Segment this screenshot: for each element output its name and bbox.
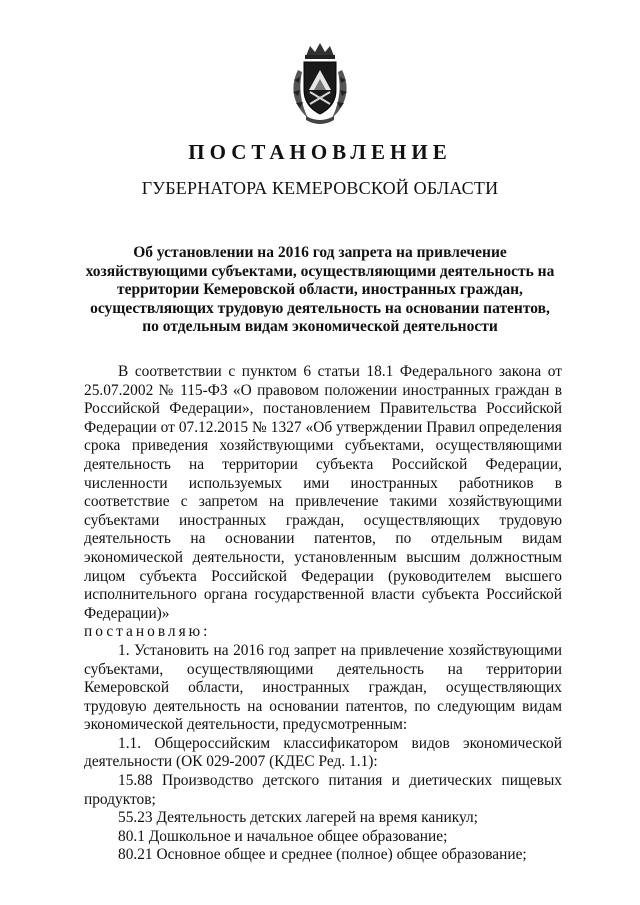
coat-of-arms-emblem: [288, 40, 352, 128]
coat-of-arms-icon: [288, 40, 352, 128]
document-title: Об установлении на 2016 год запрета на привлечение хозяйствующими субъектами, осуществляющими деятельность на территории Кемеровской области, иностранных граждан, осуществляющих трудовую деятельность на основании патентов, по отдельным видам экономической деятельности: [85, 244, 555, 335]
item-1-1-paragraph: 1.1. Общероссийским классификатором видов экономической деятельности (ОК 029-2007 (КДЕС Ред. 1.1):: [84, 734, 562, 771]
item-1-paragraph: 1. Установить на 2016 год запрет на привлечение хозяйствующими субъектами, осуществляющими деятельность на территории Кемеровской области, иностранных граждан, осуществляющих трудовую деятельность на основании патентов, по следующим видам экономической деятельности, предусмотренным:: [84, 641, 562, 734]
code-line: 55.23 Деятельность детских лагерей на время каникул;: [118, 809, 478, 827]
code-line: 80.21 Основное общее и среднее (полное) общее образование;: [118, 846, 527, 864]
decree-word: постановляю:: [84, 623, 211, 641]
code-line: 15.88 Производство детского питания и диетических пищевых продуктов;: [84, 772, 562, 808]
issuer-heading: ГУБЕРНАТОРА КЕМЕРОВСКОЙ ОБЛАСТИ: [141, 178, 499, 198]
code-line: 80.1 Дошкольное и начальное общее образование;: [118, 827, 448, 845]
preamble-paragraph: В соответствии с пунктом 6 статьи 18.1 Федерального закона от 25.07.2002 № 115-ФЗ «О правовом положении иностранных граждан в Российской Федерации», постановлением Правительства Российской Федерации от 07.12.2015 № 1327 «Об утверждении Правил определения срока приведения хозяйствующими субъектами, осуществляющими деятельность на территории субъекта Российской Федерации, численности используемых ими иностранных работников в соответствие с запретом на привлечение такими хозяйствующими субъектами иностранных граждан, осуществляющих трудовую деятельность на основании патентов, по отдельным видам экономической деятельности, установленным высшим должностным лицом субъекта Российской Федерации (руководителем высшего исполнительного органа государственной власти субъекта Российской Федерации)»: [84, 363, 562, 622]
document-body: [84, 363, 562, 865]
document-type-heading: ПОСТАНОВЛЕНИЕ: [188, 140, 452, 164]
